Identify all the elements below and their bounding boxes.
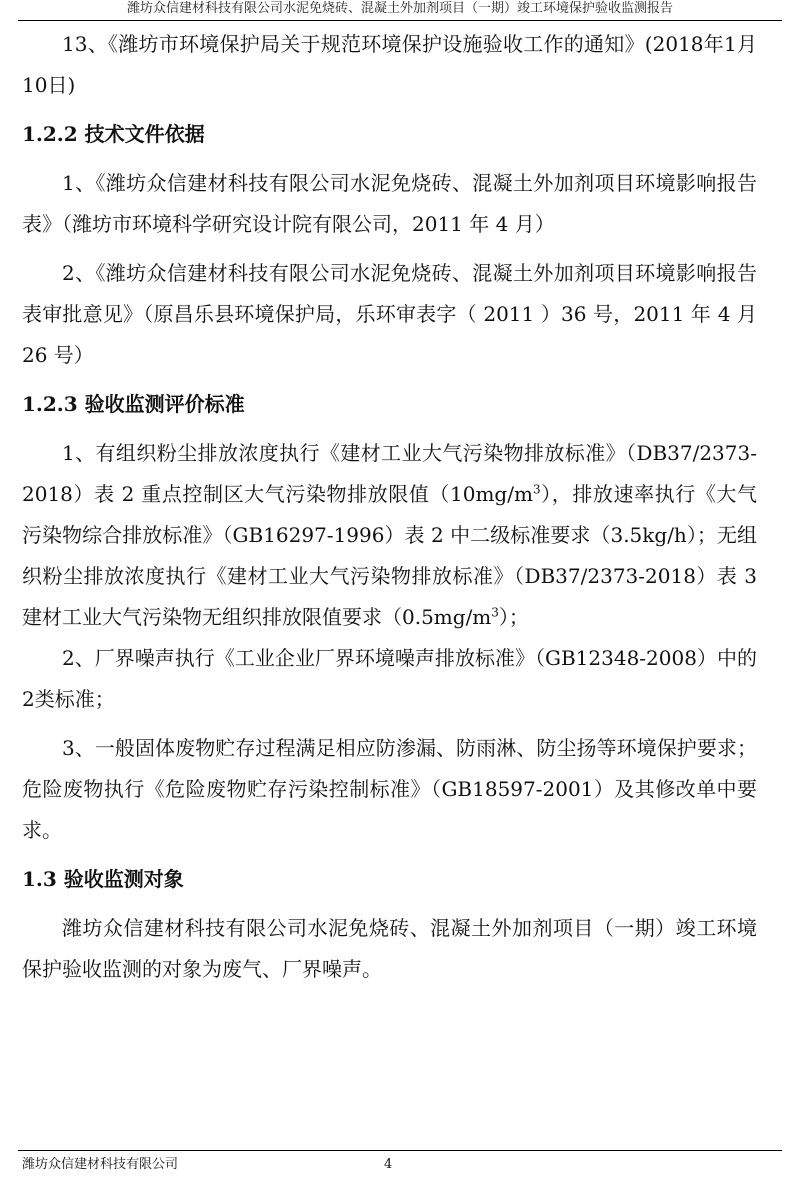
- standard-item-3: 3、一般固体废物贮存过程满足相应防渗漏、防雨淋、防尘扬等环境保护要求；危险废物执行《危险废物贮存污染控制标准》（GB18597-2001）及其修改单中要求。: [22, 736, 757, 842]
- standard-item-2: 2、厂界噪声执行《工业企业厂界环境噪声排放标准》（GB12348-2008）中的2类标准；: [22, 646, 757, 711]
- monitoring-object-text: 潍坊众信建材科技有限公司水泥免烧砖、混凝土外加剂项目（一期）竣工环境保护验收监测的对象为废气、厂界噪声。: [22, 916, 757, 981]
- standard-item-1-part-b: ），排放速率执行《大气污染物综合排放标准》（GB16297-1996）表 2 中二级标准要求（3.5kg/h）；无组织粉尘排放浓度执行《建材工业大气污染物排放标准》（DB37/2373-2018）表 3 建材工业大气污染物无组织排放限值要求（0.5mg/m: [22, 482, 757, 629]
- header-divider: [18, 20, 782, 21]
- section-heading-1-2-2: 1.2.2 技术文件依据: [22, 122, 205, 146]
- footer-divider: [18, 1150, 782, 1151]
- reference-item-13: 13、《潍坊市环境保护局关于规范环境保护设施验收工作的通知》(2018年1月10日): [22, 32, 757, 97]
- standard-item-1-part-c: ）；: [498, 605, 529, 629]
- footer-company: 潍坊众信建材科技有限公司: [22, 1157, 179, 1172]
- superscript-3: 3: [532, 482, 541, 497]
- tech-doc-item-2: 2、《潍坊众信建材科技有限公司水泥免烧砖、混凝土外加剂项目环境影响报告表审批意见》（原昌乐县环境保护局，乐环审表字（ 2011 ）36 号，2011 年 4 月 26 号）: [22, 261, 757, 367]
- superscript-3-second: 3: [491, 605, 499, 620]
- tech-doc-item-1: 1、《潍坊众信建材科技有限公司水泥免烧砖、混凝土外加剂项目环境影响报告表》（潍坊市环境科学研究设计院有限公司，2011 年 4 月）: [22, 171, 757, 236]
- standard-item-1: [22, 433, 757, 638]
- running-header: 潍坊众信建材科技有限公司水泥免烧砖、混凝土外加剂项目（一期）竣工环境保护验收监测报告: [126, 1, 673, 16]
- section-heading-1-2-3: 1.2.3 验收监测评价标准: [22, 392, 245, 416]
- section-heading-1-3: 1.3 验收监测对象: [22, 867, 184, 891]
- page-body: [22, 24, 757, 990]
- standard-item-1-part-a: 1、有组织粉尘排放浓度执行《建材工业大气污染物排放标准》（DB37/2373-2018）表 2 重点控制区大气污染物排放限值（10mg/m: [22, 441, 757, 506]
- page-number: 4: [384, 1157, 393, 1172]
